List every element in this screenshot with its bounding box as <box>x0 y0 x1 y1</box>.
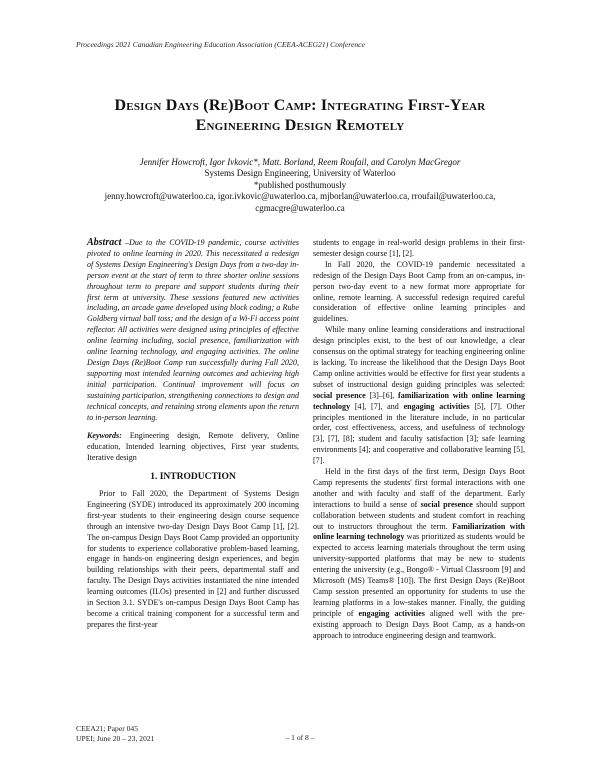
section-heading-introduction: 1. INTRODUCTION <box>150 472 236 483</box>
p4-text-a: Held in the first days of the first term, Design Days Boot Camp represents the students' first formal interactions with one another and with faculty and staff of the department. Early interactions to build a sense of <box>313 467 525 509</box>
abstract-label: Abstract <box>87 237 122 248</box>
author-emails: jenny.howcroft@uwaterloo.ca, igor.ivkovic@uwaterloo.ca, mjborlan@uwaterloo.ca, rroufail@uwaterloo.ca, <box>104 191 496 202</box>
intro-paragraph-2: In Fall 2020, the COVID-19 pandemic necessitated a redesign of the Design Days Boot Camp from an on-campus, in-person two-day event to a new format more appropriate for online, remote learning. A successful redesign required careful consideration of effective online learning principles and guidelines. <box>313 259 525 324</box>
p4-text-e: aligned well with the pre-existing approach to Design Days Boot Camp, as a hands-on approach to introduce engineering design and teamwork. <box>313 608 525 640</box>
author-block <box>60 157 540 214</box>
intro-paragraph-3 <box>313 325 525 467</box>
p3-text-d: [4], [7], and <box>350 401 404 411</box>
affiliation: Systems Design Engineering, University of Waterloo <box>204 168 396 179</box>
p3-term-familiarization: familiarization with online learning technology <box>313 390 525 411</box>
p4-text-d: was prioritized as students would be expected to access learning materials throughout the term using university-supported platforms that may be new to students entering the university (e.g., Bongo® - Virtual Classroom [9] and Microsoft (MS) Teams® [10]). The first Design Days (Re)Boot Camp session presented an opportunity for students to use the learning platforms in a low-stakes manner. Finally, the guiding principle of <box>313 532 525 618</box>
intro-paragraph-1-cont: students to engage in real-world design problems in their first-semester design course [1], [2]. <box>313 238 525 258</box>
footer-venue-date: UPEI; June 20 – 23, 2021 <box>76 733 155 743</box>
p4-term-engaging-activities: engaging activities <box>358 608 425 618</box>
p4-term-social-presence: social presence <box>420 499 473 509</box>
right-column <box>313 238 525 642</box>
left-column <box>87 238 299 631</box>
title-line-2: Engineering Design Remotely <box>195 117 405 134</box>
title-line-1: Design Days (Re)Boot Camp: Integrating First-Year <box>114 97 486 114</box>
keywords-text: Engineering design, Remote delivery, Online education, Intended learning objectives, First year students, Iterative design <box>87 431 299 463</box>
running-header: Proceedings 2021 Canadian Engineering Education Association (CEEA-ACEG21) Conference <box>76 40 365 49</box>
p4-text-c: should support collaboration between students and student comfort in reaching out to instructors throughout the term. <box>313 499 525 531</box>
p3-text-e: [5], [7]. Other principles mentioned in the literature include, in no particular order, cost effectiveness, access, and usefulness of technology [3], [7], [8]; student and faculty satisfaction [3]; safe learning environments [4]; and cooperative and collaborative learning [5], [7]. <box>313 401 525 466</box>
p3-term-engaging-activities: engaging activities <box>403 401 470 411</box>
paper-title <box>60 96 540 136</box>
keywords <box>87 431 299 464</box>
intro-paragraph-4 <box>313 467 525 642</box>
intro-paragraph-1: Prior to Fall 2020, the Department of Systems Design Engineering (SYDE) introduced its approximately 200 incoming first-year students to their engineering design course sequence through an intensive two-day Design Days Boot Camp [1], [2]. The on-campus Design Days Boot Camp provided an opportunity for students to experience collaborative problem-based learning, engage in hands-on engineering design experiences, and begin building relationships with their peers, departmental staff and faculty. The Design Days activities instantiated the nine intended learning outcomes (ILOs) presented in [2] and further discussed in Section 3.1. SYDE's on-campus Design Days Boot Camp has become a critical training component for a successful term and prepares the first-year <box>87 489 299 629</box>
author-names: Jennifer Howcroft, Igor Ivkovic*, Matt. Borland, Reem Roufail, and Carolyn MacGregor <box>139 157 461 167</box>
page-number: – 1 of 8 – <box>285 733 315 742</box>
p4-term-familiarization: Familiarization with online learning technology <box>313 521 525 542</box>
p3-term-social-presence: social presence <box>313 390 366 400</box>
abstract <box>87 238 299 423</box>
keywords-label: Keywords: <box>87 431 122 441</box>
footer-paper-id: CEEA21; Paper 045 <box>76 724 139 733</box>
author-emails-cont: cgmacgre@uwaterloo.ca <box>255 202 345 213</box>
p3-text-c: [3]–[6], <box>365 390 399 400</box>
abstract-text: –Due to the COVID-19 pandemic, course activities pivoted to online learning in 2020. This necessitated a redesign of Systems Design Engineering's Design Days from a two-day in-person event at the start of term to three shorter online sessions throughout term to prepare and support students during their first term at university. These sessions featured new activities including, an arcade game developed using block coding; a Rube Goldberg virtual ball toss; and the design of a Wi-Fi access point reflector. All activities were designed using principles of effective online learning including, social presence, familiarization with online learning technology, and engaging activities. The online Design Days (Re)Boot Camp ran successfully during Fall 2020, supporting most intended learning outcomes and achieving high initial participation. Continual improvement will focus on sustaining participation, strengthening connections to design and technical concepts, and retaining strong elements upon the return to in-person learning. <box>87 238 299 422</box>
author-note: *published posthumously <box>253 179 347 190</box>
p3-text-a: While many online learning considerations and instructional design principles exist, to the best of our knowledge, a clear consensus on the optimal strategy for teaching engineering online is lacking. To increase the likelihood that the Design Days Boot Camp online activities would be effective for first year students a subset of instructional design guiding principles was selected: <box>313 325 525 389</box>
